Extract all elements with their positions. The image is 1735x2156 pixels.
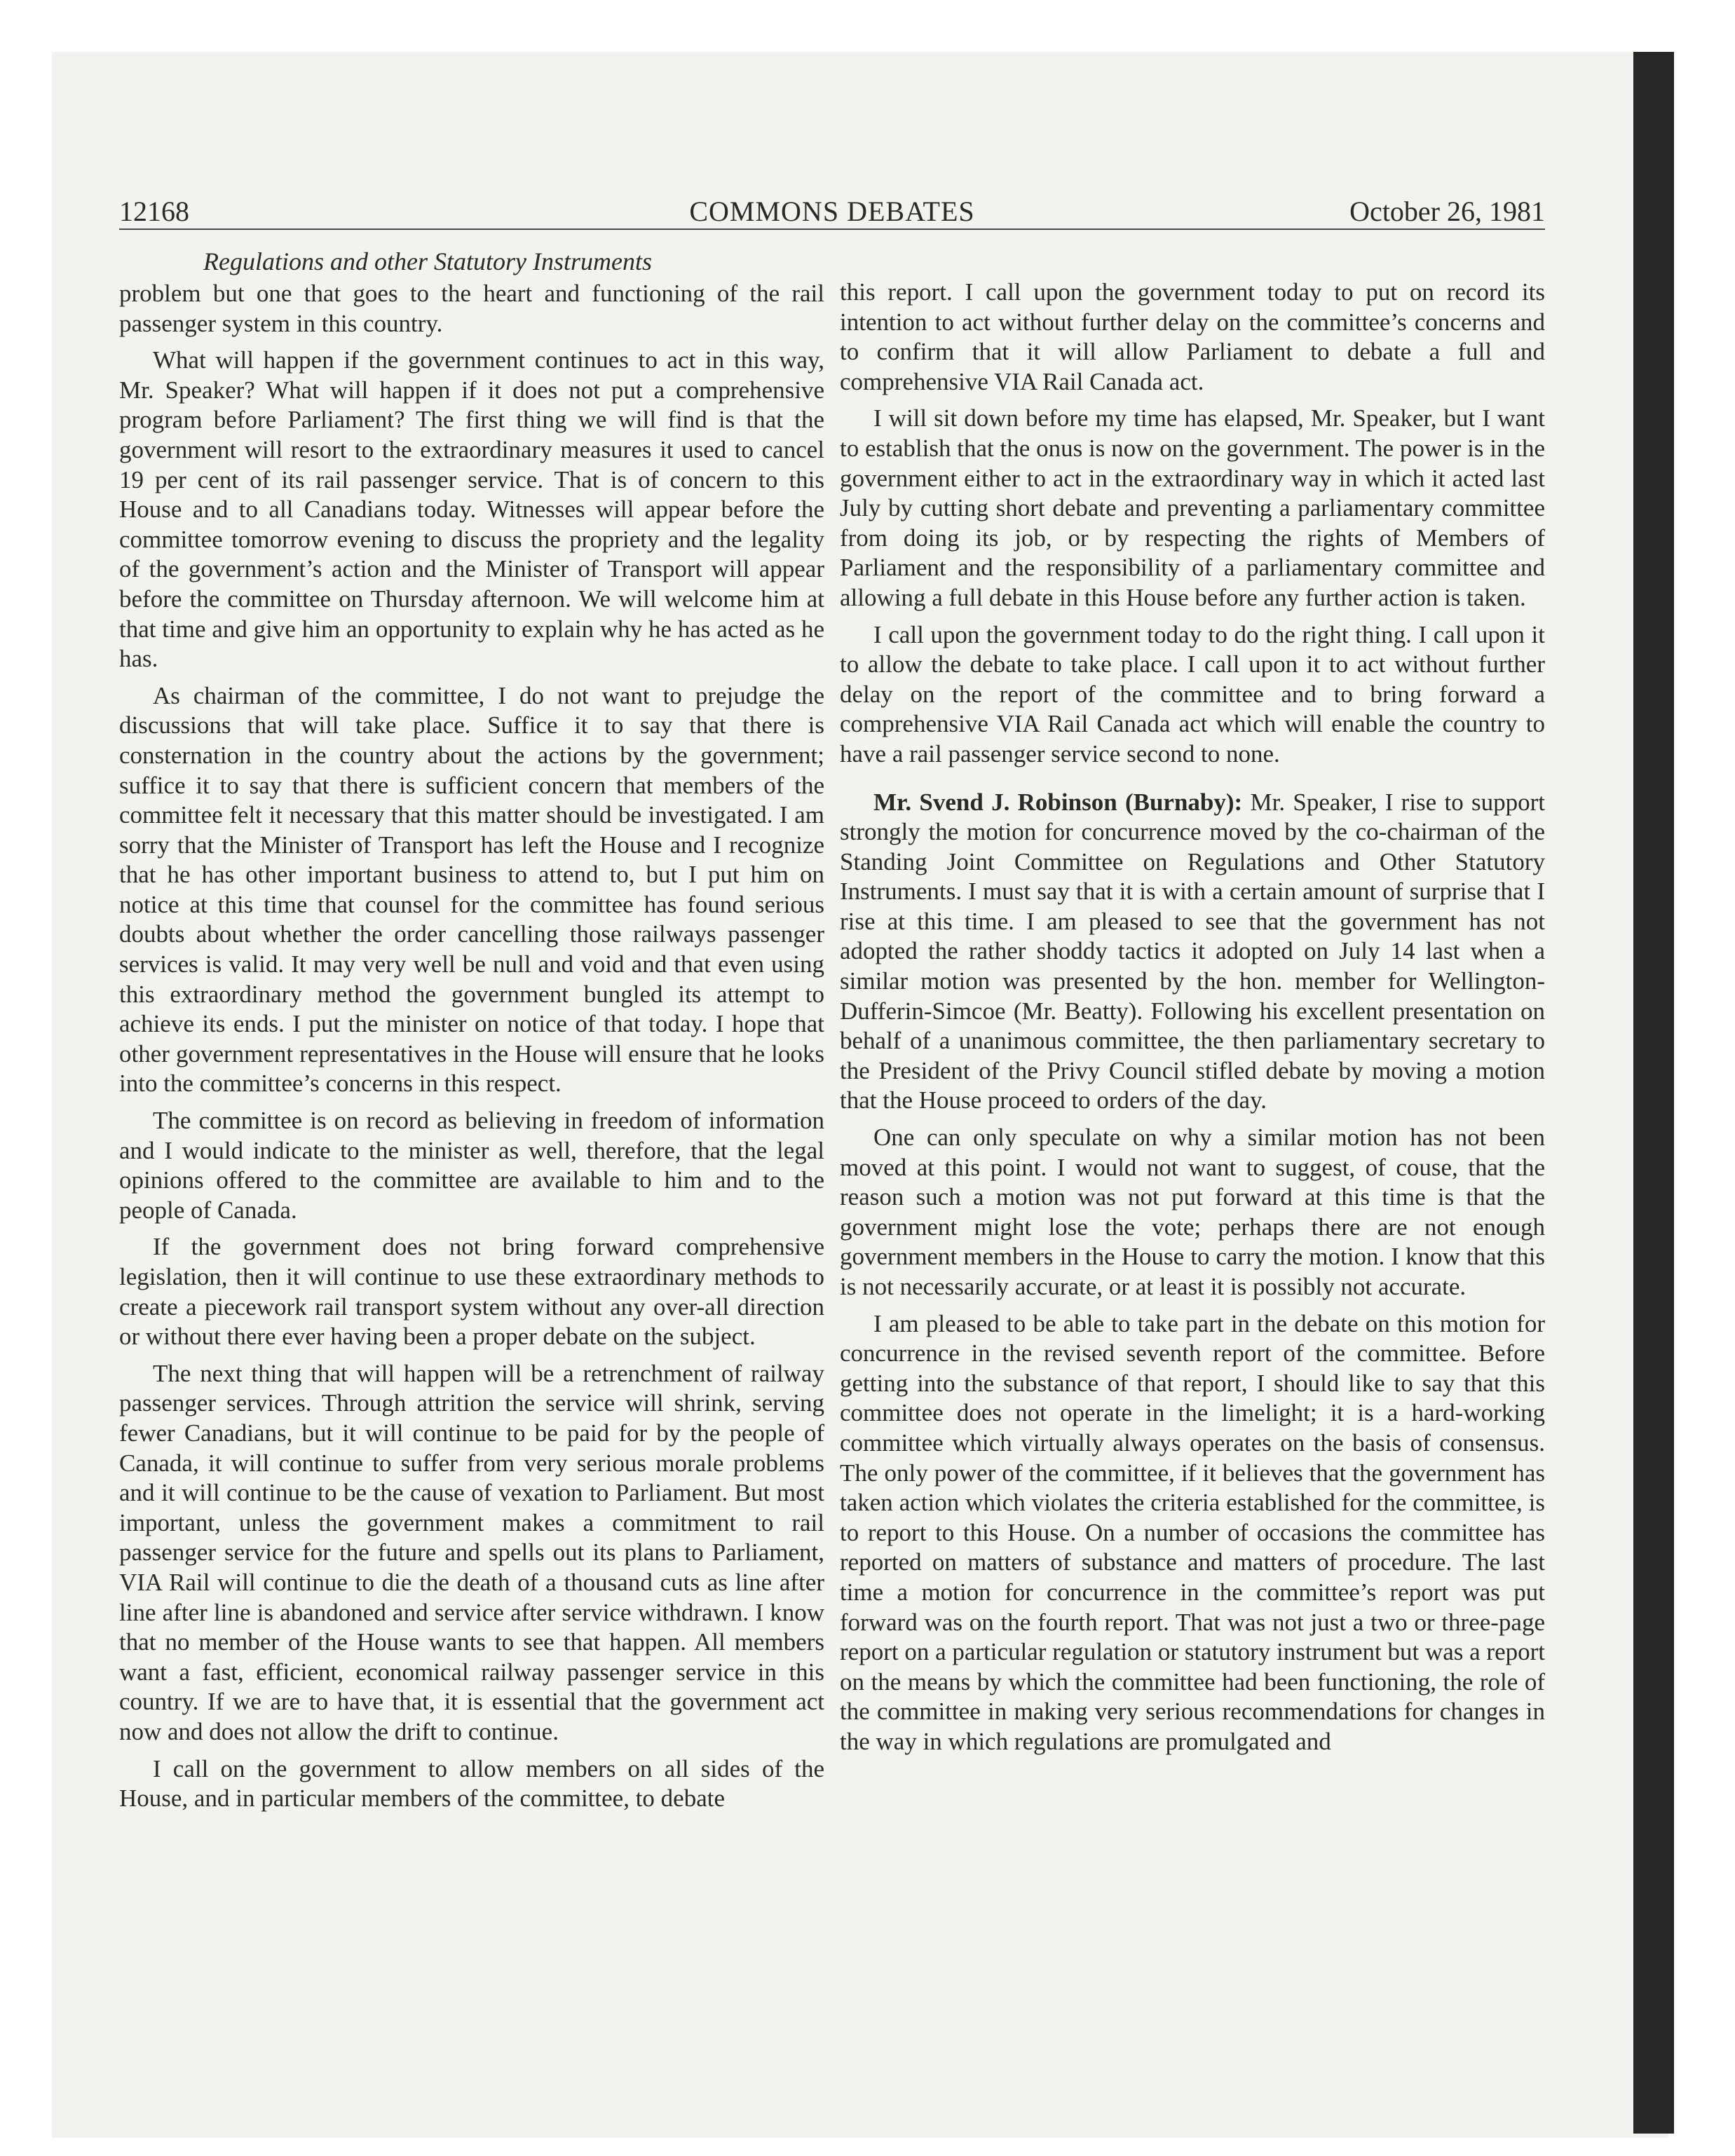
paragraph: What will happen if the government continues to act in this way, Mr. Speaker? What will happen if it does not put a comprehensive program before Parliament? The first thing we will find is that the government will resort to the extraordinary measures it used to cancel 19 per cent of its rail passenger service. That is of concern to this House and to all Canadians today. Witnesses will appear before the committee tomorrow evening to discuss the propriety and the legality of the government’s action and the Minister of Transport will appear before the committee on Thursday afternoon. We will welcome him at that time and give him an opportunity to explain why he has acted as he has. [119,346,824,673]
section-title: Regulations and other Statutory Instruments [203,247,652,275]
paragraph: problem but one that goes to the heart and functioning of the rail passenger system in this country. [119,280,824,337]
header-rule [119,228,1545,230]
paragraph: I am pleased to be able to take part in the debate on this motion for concurrence in the revised seventh report of the committee. Before getting into the substance of that report, I should like to say that this committee does not operate in the limelight; it is a hard-working committee which virtually always operates on the basis of consensus. The only power of the committee, if it believes that the government has taken action which violates the criteria established for the committee, is to report to this House. On a number of occasions the committee has reported on matters of substance and matters of procedure. The last time a motion for concurrence in the committee’s report was put forward was on the fourth report. That was not just a two or three-page report on a particular regulation or statutory instrument but was a report on the means by which the committee had been functioning, the role of the committee in making very serious recommendations for changes in the way in which regulations are promulgated and [840,1309,1545,1755]
paragraph: If the government does not bring forward comprehensive legislation, then it will continue to use these extraordinary methods to create a piecework rail transport system without any over-all direction or without there ever having been a proper debate on the subject. [119,1233,824,1351]
paragraph: The next thing that will happen will be a retrenchment of railway passenger services. Through attrition the service will shrink, serving fewer Canadians, but it will continue to be paid for by the people of Canada, it will continue to suffer from very serious morale problems and it will continue to be the cause of vexation to Parliament. But most important, unless the government makes a commitment to rail passenger service for the future and spells out its plans to Parliament, VIA Rail will continue to die the death of a thousand cuts as line after line after line is abandoned and service after service withdrawn. I know that no member of the House wants to see that happen. All members want a fast, efficient, economical railway passenger service in this country. If we are to have that, it is essential that the government act now and does not allow the drift to continue. [119,1359,824,1745]
paragraph: As chairman of the committee, I do not want to prejudge the discussions that will take place. Suffice it to say that there is consternation in the country about the actions by the government; suffice it to say that there is sufficient concern that members of the committee felt it necessary that this matter should be investigated. I am sorry that the Minister of Transport has left the House and I recognize that he has other important business to attend to, but I put him on notice at this time that counsel for the committee has found serious doubts about whether the order cancelling those railways passenger services is valid. It may very well be null and void and that even using this extraordinary method the government bungled its attempt to achieve its ends. I put the minister on notice of that today. I hope that other government representatives in the House will ensure that he looks into the committee’s concerns in this respect. [119,681,824,1098]
publication-title: COMMONS DEBATES [689,196,975,227]
paragraph: One can only speculate on why a similar motion has not been moved at this point. I would not want to suggest, of couse, that the reason such a motion was not put forward at this time is that the government might lose the vote; perhaps there are not enough government members in the House to carry the motion. I know that this is not necessarily accurate, or at least it is possibly not accurate. [840,1124,1545,1300]
header-date: October 26, 1981 [1349,196,1545,227]
running-header [119,191,1545,233]
paragraph: I call on the government to allow members on all sides of the House, and in particular members of the committee, to debate [119,1754,824,1813]
left-column [119,279,824,1821]
paragraph: I will sit down before my time has elapsed, Mr. Speaker, but I want to establish that the onus is now on the government. The power is in the government either to act in the extraordinary way in which it acted last July by cutting short debate and preventing a parliamentary committee from doing its job, or by respecting the rights of Members of Parliament and the responsibility of a parliamentary committee and allowing a full debate in this House before any further action is taken. [840,404,1545,611]
paragraph: The committee is on record as believing in freedom of information and I would indicate to the minister as well, therefore, that the legal opinions offered to the committee are available to him and to the people of Canada. [119,1107,824,1224]
paragraph: I call upon the government today to do the right thing. I call upon it to allow the debate to take place. I call upon it to act without further delay on the report of the committee and to bring forward a comprehensive VIA Rail Canada act which will enable the country to have a rail passenger service second to none. [840,620,1545,767]
paragraph: this report. I call upon the government today to put on record its intention to act without further delay on the committee’s concerns and to confirm that it will allow Parliament to debate a full and comprehensive VIA Rail Canada act. [840,278,1545,395]
speaker-name: Mr. Svend J. Robinson (Burnaby): [873,788,1243,816]
right-column [840,278,1545,1764]
speaker-paragraph [840,788,1545,1117]
speech-text: Mr. Speaker, I rise to support strongly the motion for concurrence moved by the co-chairman of the Standing Joint Committee on Regulations and Other Statutory Instruments. I must say that it is with a certain amount of surprise that I rise at this time. I am pleased to see that the government has not adopted the rather shoddy tactics it adopted on July 14 last when a similar motion was presented by the hon. member for Wellington-Dufferin-Simcoe (Mr. Beatty). Following his excellent presentation on behalf of a unanimous committee, the then parliamentary secretary to the President of the Privy Council stifled debate by moving a motion that the House proceed to orders of the day. [840,788,1546,1114]
scan-edge-shadow [1633,52,1674,2134]
page-number: 12168 [119,196,189,227]
